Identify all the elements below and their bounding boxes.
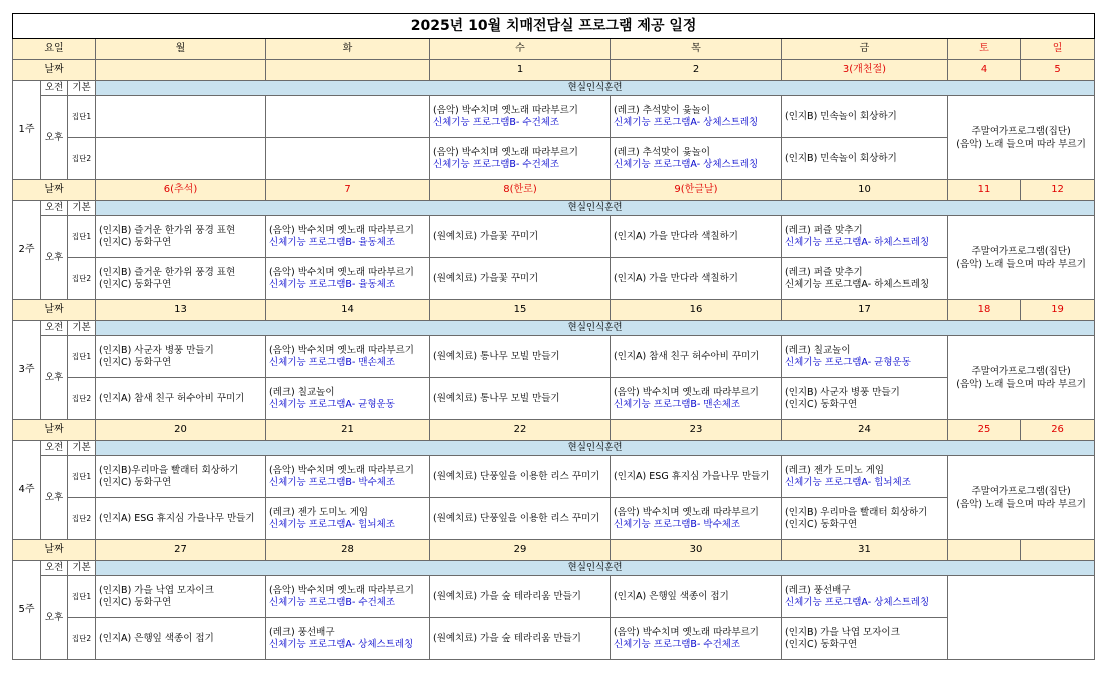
pm-label: 오후 xyxy=(41,456,68,540)
week-label: 3주 xyxy=(13,321,41,420)
weekend-program-cell xyxy=(948,216,1095,300)
activity-line1: (인지A) 은행잎 색종이 접기 xyxy=(614,590,729,602)
date-cell xyxy=(266,60,430,81)
am-row xyxy=(13,441,1095,456)
activity-line1: (인지A) 참새 친구 허수아비 꾸미기 xyxy=(99,392,245,404)
activity-cell xyxy=(266,498,430,540)
date-row xyxy=(13,420,1095,441)
reality-training-bar: 현실인식훈련 xyxy=(96,81,1095,96)
activity-cell xyxy=(782,498,948,540)
weekend-program-cell xyxy=(948,456,1095,540)
date-cell: 6(추석) xyxy=(96,180,266,201)
activity-cell xyxy=(611,216,782,258)
activity-cell xyxy=(782,96,948,138)
am-row xyxy=(13,81,1095,96)
date-row xyxy=(13,180,1095,201)
activity-line1: (원예치료) 통나무 모빌 만들기 xyxy=(433,392,560,404)
activity-line2: 신체기능 프로그램B- 수건체조 xyxy=(614,638,741,650)
date-cell: 12 xyxy=(1021,180,1095,201)
date-cell: 15 xyxy=(430,300,611,321)
activity-line1: (인지A) 참새 친구 허수아비 꾸미기 xyxy=(614,350,760,362)
am-label: 오전 xyxy=(41,321,68,336)
weekday-sun: 일 xyxy=(1021,39,1095,60)
activity-line1: (인지B) 가을 낙엽 모자이크 xyxy=(99,584,214,596)
activity-line1: (음악) 박수치며 옛노래 따라부르기 xyxy=(614,506,759,518)
activity-cell xyxy=(96,618,266,660)
activity-cell xyxy=(782,618,948,660)
date-cell: 13 xyxy=(96,300,266,321)
activity-cell xyxy=(266,96,430,138)
activity-cell xyxy=(96,258,266,300)
group1-row xyxy=(13,576,1095,618)
activity-cell xyxy=(782,576,948,618)
activity-line1: (인지A) 가을 만다라 색칠하기 xyxy=(614,272,738,284)
week-label: 5주 xyxy=(13,561,41,660)
activity-line1: (인지B) 민속놀이 회상하기 xyxy=(785,152,897,164)
weekend-program-title: 주말여가프로그램(집단) xyxy=(971,245,1071,257)
activity-cell xyxy=(430,618,611,660)
weekday-tue: 화 xyxy=(266,39,430,60)
activity-line1: (원예치료) 가을 숲 테라리움 만들기 xyxy=(433,632,581,644)
date-row xyxy=(13,300,1095,321)
activity-cell xyxy=(611,576,782,618)
date-cell: 19 xyxy=(1021,300,1095,321)
reality-training-bar: 현실인식훈련 xyxy=(96,321,1095,336)
activity-cell xyxy=(430,456,611,498)
activity-cell xyxy=(266,336,430,378)
group2-label: 집단2 xyxy=(68,258,96,300)
basic-label: 기본 xyxy=(68,201,96,216)
activity-cell xyxy=(430,96,611,138)
date-cell xyxy=(948,540,1021,561)
activity-line1: (음악) 박수치며 옛노래 따라부르기 xyxy=(269,584,414,596)
group2-row xyxy=(13,378,1095,420)
group1-row xyxy=(13,216,1095,258)
schedule-table xyxy=(12,13,1095,660)
activity-line2: (인지C) 동화구연 xyxy=(99,236,172,248)
basic-label: 기본 xyxy=(68,561,96,576)
activity-line2: (인지C) 동화구연 xyxy=(99,278,172,290)
date-cell: 24 xyxy=(782,420,948,441)
activity-cell xyxy=(96,138,266,180)
activity-cell xyxy=(266,576,430,618)
am-row xyxy=(13,561,1095,576)
activity-line2: 신체기능 프로그램B- 맨손체조 xyxy=(269,356,396,368)
activity-line2: 신체기능 프로그램A- 하체스트레칭 xyxy=(785,236,930,248)
activity-line1: (인지A) ESG 휴지심 가을나무 만들기 xyxy=(614,470,770,482)
weekday-thu: 목 xyxy=(611,39,782,60)
basic-label: 기본 xyxy=(68,81,96,96)
activity-line1: (인지B) 즐거운 한가위 풍경 표현 xyxy=(99,224,236,236)
activity-cell xyxy=(782,258,948,300)
week-label: 4주 xyxy=(13,441,41,540)
activity-cell xyxy=(782,336,948,378)
date-row-label: 날짜 xyxy=(13,300,96,321)
activity-line1: (레크) 퍼즐 맞추기 xyxy=(785,224,863,236)
activity-line1: (음악) 박수치며 옛노래 따라부르기 xyxy=(614,386,759,398)
date-row xyxy=(13,60,1095,81)
activity-line2: 신체기능 프로그램A- 균형운동 xyxy=(785,356,911,368)
date-cell: 30 xyxy=(611,540,782,561)
activity-cell xyxy=(611,618,782,660)
date-cell: 11 xyxy=(948,180,1021,201)
activity-line1: (인지B) 우리마을 빨래터 회상하기 xyxy=(785,506,928,518)
activity-line1: (레크) 퍼즐 맞추기 xyxy=(785,266,863,278)
activity-line1: (인지B) 가을 낙엽 모자이크 xyxy=(785,626,900,638)
date-cell xyxy=(96,60,266,81)
date-cell: 2 xyxy=(611,60,782,81)
reality-training-bar: 현실인식훈련 xyxy=(96,441,1095,456)
activity-line1: (레크) 칠교놀이 xyxy=(785,344,851,356)
weekday-header-label: 요일 xyxy=(13,39,96,60)
activity-line2: 신체기능 프로그램A- 힙뇌체조 xyxy=(785,476,911,488)
activity-line1: (레크) 칠교놀이 xyxy=(269,386,335,398)
activity-line1: (인지B)우리마을 빨래터 회상하기 xyxy=(99,464,239,476)
date-row-label: 날짜 xyxy=(13,540,96,561)
activity-line1: (음악) 박수치며 옛노래 따라부르기 xyxy=(269,344,414,356)
group1-row xyxy=(13,456,1095,498)
date-row-label: 날짜 xyxy=(13,60,96,81)
activity-cell xyxy=(430,498,611,540)
activity-line1: (인지A) ESG 휴지심 가을나무 만들기 xyxy=(99,512,255,524)
activity-line2: (인지C) 동화구연 xyxy=(785,398,858,410)
activity-cell xyxy=(782,216,948,258)
group2-row xyxy=(13,618,1095,660)
activity-line1: (원예치료) 가을꽃 꾸미기 xyxy=(433,230,539,242)
date-row-label: 날짜 xyxy=(13,420,96,441)
date-cell: 29 xyxy=(430,540,611,561)
reality-training-bar: 현실인식훈련 xyxy=(96,561,1095,576)
activity-line1: (인지B) 사군자 병풍 만들기 xyxy=(99,344,214,356)
activity-line2: (인지C) 동화구연 xyxy=(785,638,858,650)
activity-cell xyxy=(611,96,782,138)
am-row xyxy=(13,201,1095,216)
am-row xyxy=(13,321,1095,336)
date-row xyxy=(13,540,1095,561)
date-cell: 4 xyxy=(948,60,1021,81)
activity-cell xyxy=(430,336,611,378)
group2-row xyxy=(13,138,1095,180)
activity-cell xyxy=(430,576,611,618)
date-cell: 3(개천절) xyxy=(782,60,948,81)
weekday-fri: 금 xyxy=(782,39,948,60)
activity-line2: (인지C) 동화구연 xyxy=(785,518,858,530)
date-cell: 28 xyxy=(266,540,430,561)
am-label: 오전 xyxy=(41,201,68,216)
schedule-sheet xyxy=(12,13,1094,660)
weekend-program-activity: (음악) 노래 들으며 따라 부르기 xyxy=(956,138,1086,150)
activity-line2: 신체기능 프로그램B- 수건체조 xyxy=(269,596,396,608)
date-cell: 5 xyxy=(1021,60,1095,81)
activity-line1: (음악) 박수치며 옛노래 따라부르기 xyxy=(433,146,578,158)
group2-row xyxy=(13,498,1095,540)
activity-cell xyxy=(782,378,948,420)
date-cell: 25 xyxy=(948,420,1021,441)
group1-label: 집단1 xyxy=(68,216,96,258)
basic-label: 기본 xyxy=(68,441,96,456)
group2-label: 집단2 xyxy=(68,138,96,180)
activity-cell xyxy=(266,618,430,660)
weekday-mon: 월 xyxy=(96,39,266,60)
weekend-program-activity: (음악) 노래 들으며 따라 부르기 xyxy=(956,258,1086,270)
activity-cell xyxy=(266,258,430,300)
weekday-header-row xyxy=(13,39,1095,60)
activity-line2: 신체기능 프로그램B- 율동체조 xyxy=(269,236,396,248)
weekend-program-cell xyxy=(948,576,1095,660)
pm-label: 오후 xyxy=(41,576,68,660)
date-cell xyxy=(1021,540,1095,561)
activity-cell xyxy=(611,456,782,498)
activity-line1: (음악) 박수치며 옛노래 따라부르기 xyxy=(614,626,759,638)
activity-cell xyxy=(96,456,266,498)
week-label: 2주 xyxy=(13,201,41,300)
activity-line2: 신체기능 프로그램B- 수건체조 xyxy=(433,158,560,170)
weekend-program-activity: (음악) 노래 들으며 따라 부르기 xyxy=(956,498,1086,510)
activity-line2: 신체기능 프로그램B- 박수체조 xyxy=(614,518,741,530)
activity-cell xyxy=(266,216,430,258)
activity-line1: (원예치료) 가을 숲 테라리움 만들기 xyxy=(433,590,581,602)
weekend-program-activity: (음악) 노래 들으며 따라 부르기 xyxy=(956,378,1086,390)
activity-cell xyxy=(782,138,948,180)
group2-label: 집단2 xyxy=(68,618,96,660)
pm-label: 오후 xyxy=(41,96,68,180)
activity-cell xyxy=(96,576,266,618)
activity-line2: 신체기능 프로그램A- 균형운동 xyxy=(269,398,395,410)
activity-line2: 신체기능 프로그램A- 상체스트레칭 xyxy=(785,596,930,608)
pm-label: 오후 xyxy=(41,336,68,420)
date-cell: 31 xyxy=(782,540,948,561)
group1-label: 집단1 xyxy=(68,336,96,378)
am-label: 오전 xyxy=(41,81,68,96)
activity-line2: 신체기능 프로그램B- 수건체조 xyxy=(433,116,560,128)
date-cell: 17 xyxy=(782,300,948,321)
activity-line2: (인지C) 동화구연 xyxy=(99,476,172,488)
activity-line1: (인지B) 사군자 병풍 만들기 xyxy=(785,386,900,398)
activity-line2: (인지C) 동화구연 xyxy=(99,596,172,608)
weekday-wed: 수 xyxy=(430,39,611,60)
activity-line2: 신체기능 프로그램B- 박수체조 xyxy=(269,476,396,488)
activity-line2: 신체기능 프로그램A- 힙뇌체조 xyxy=(269,518,395,530)
date-row-label: 날짜 xyxy=(13,180,96,201)
reality-training-bar: 현실인식훈련 xyxy=(96,201,1095,216)
activity-line2: 신체기능 프로그램A- 하체스트레칭 xyxy=(785,278,930,290)
activity-cell xyxy=(430,378,611,420)
date-cell: 1 xyxy=(430,60,611,81)
group2-label: 집단2 xyxy=(68,378,96,420)
activity-cell xyxy=(430,138,611,180)
activity-line2: 신체기능 프로그램B- 맨손체조 xyxy=(614,398,741,410)
activity-cell xyxy=(611,498,782,540)
activity-cell xyxy=(266,456,430,498)
activity-cell xyxy=(430,258,611,300)
activity-line1: (원예치료) 통나무 모빌 만들기 xyxy=(433,350,560,362)
activity-line2: 신체기능 프로그램A- 상체스트레칭 xyxy=(614,158,759,170)
activity-line1: (음악) 박수치며 옛노래 따라부르기 xyxy=(269,224,414,236)
date-cell: 8(한로) xyxy=(430,180,611,201)
activity-line2: (인지C) 동화구연 xyxy=(99,356,172,368)
activity-cell xyxy=(96,378,266,420)
activity-line1: (원예치료) 가을꽃 꾸미기 xyxy=(433,272,539,284)
activity-cell xyxy=(430,216,611,258)
activity-line1: (레크) 추석맞이 윷놀이 xyxy=(614,146,711,158)
group1-row xyxy=(13,336,1095,378)
group1-label: 집단1 xyxy=(68,96,96,138)
activity-cell xyxy=(96,336,266,378)
activity-line1: (원예치료) 단풍잎을 이용한 리스 꾸미기 xyxy=(433,470,600,482)
activity-line1: (인지A) 가을 만다라 색칠하기 xyxy=(614,230,738,242)
activity-line1: (인지A) 은행잎 색종이 접기 xyxy=(99,632,214,644)
weekday-sat: 토 xyxy=(948,39,1021,60)
activity-cell xyxy=(611,258,782,300)
activity-line2: 신체기능 프로그램A- 상체스트레칭 xyxy=(269,638,414,650)
group2-label: 집단2 xyxy=(68,498,96,540)
activity-line2: 신체기능 프로그램A- 상체스트레칭 xyxy=(614,116,759,128)
activity-line1: (레크) 풍선배구 xyxy=(269,626,335,638)
am-label: 오전 xyxy=(41,561,68,576)
date-cell: 7 xyxy=(266,180,430,201)
title-row xyxy=(13,14,1095,39)
activity-line1: (음악) 박수치며 옛노래 따라부르기 xyxy=(269,266,414,278)
date-cell: 26 xyxy=(1021,420,1095,441)
week-label: 1주 xyxy=(13,81,41,180)
activity-cell xyxy=(611,336,782,378)
activity-cell xyxy=(266,138,430,180)
activity-line1: (원예치료) 단풍잎을 이용한 리스 꾸미기 xyxy=(433,512,600,524)
activity-line1: (레크) 젠가 도미노 게임 xyxy=(785,464,885,476)
weekend-program-cell xyxy=(948,96,1095,180)
weekend-program-title: 주말여가프로그램(집단) xyxy=(971,125,1071,137)
activity-cell xyxy=(96,216,266,258)
date-cell: 18 xyxy=(948,300,1021,321)
pm-label: 오후 xyxy=(41,216,68,300)
date-cell: 9(한글날) xyxy=(611,180,782,201)
date-cell: 10 xyxy=(782,180,948,201)
date-cell: 16 xyxy=(611,300,782,321)
group1-label: 집단1 xyxy=(68,576,96,618)
weekend-program-title: 주말여가프로그램(집단) xyxy=(971,485,1071,497)
am-label: 오전 xyxy=(41,441,68,456)
activity-line1: (인지B) 민속놀이 회상하기 xyxy=(785,110,897,122)
activity-cell xyxy=(96,498,266,540)
activity-cell xyxy=(782,456,948,498)
activity-cell xyxy=(266,378,430,420)
weekend-program-cell xyxy=(948,336,1095,420)
activity-line1: (레크) 추석맞이 윷놀이 xyxy=(614,104,711,116)
activity-cell xyxy=(96,96,266,138)
activity-line1: (레크) 풍선배구 xyxy=(785,584,851,596)
group2-row xyxy=(13,258,1095,300)
activity-cell xyxy=(611,138,782,180)
page-title: 2025년 10월 치매전담실 프로그램 제공 일정 xyxy=(13,14,1095,39)
activity-line1: (인지B) 즐거운 한가위 풍경 표현 xyxy=(99,266,236,278)
date-cell: 27 xyxy=(96,540,266,561)
basic-label: 기본 xyxy=(68,321,96,336)
activity-line1: (음악) 박수치며 옛노래 따라부르기 xyxy=(433,104,578,116)
activity-line1: (레크) 젠가 도미노 게임 xyxy=(269,506,369,518)
date-cell: 20 xyxy=(96,420,266,441)
activity-cell xyxy=(611,378,782,420)
group1-row xyxy=(13,96,1095,138)
date-cell: 22 xyxy=(430,420,611,441)
date-cell: 21 xyxy=(266,420,430,441)
group1-label: 집단1 xyxy=(68,456,96,498)
date-cell: 14 xyxy=(266,300,430,321)
weekend-program-title: 주말여가프로그램(집단) xyxy=(971,365,1071,377)
activity-line1: (음악) 박수치며 옛노래 따라부르기 xyxy=(269,464,414,476)
date-cell: 23 xyxy=(611,420,782,441)
activity-line2: 신체기능 프로그램B- 율동체조 xyxy=(269,278,396,290)
